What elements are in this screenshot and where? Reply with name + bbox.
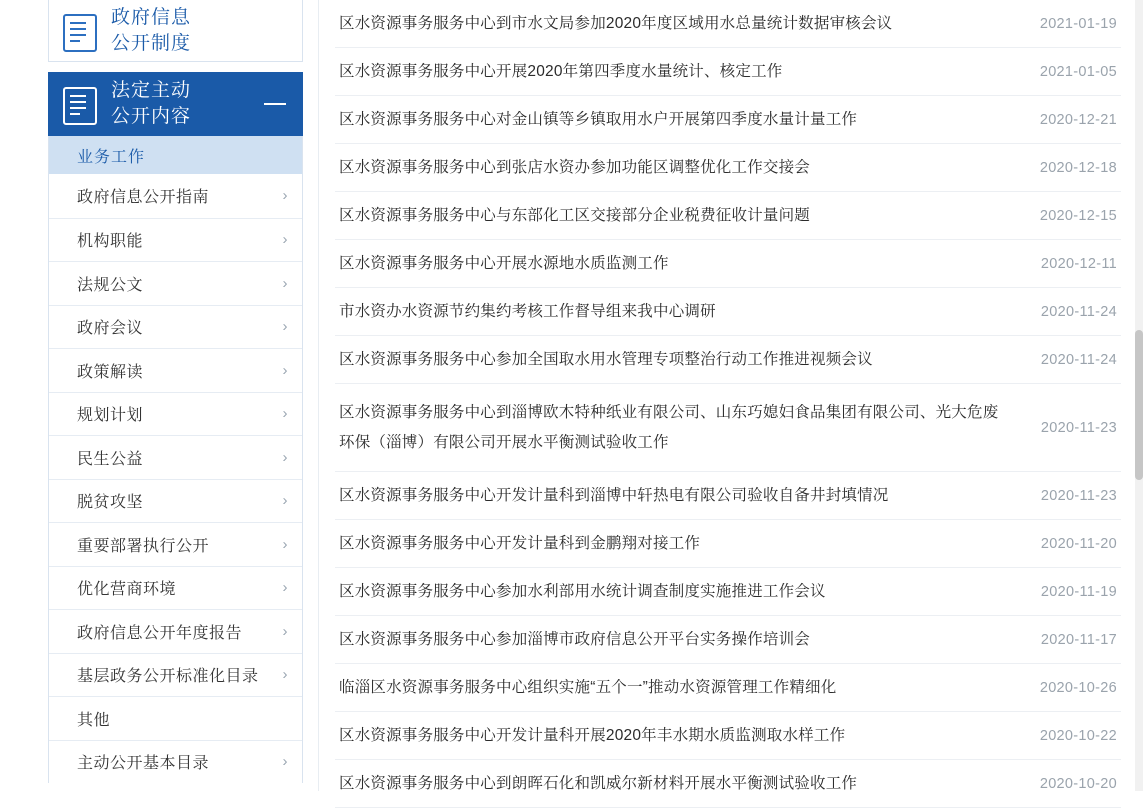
chevron-right-icon: ›	[282, 187, 288, 205]
news-date: 2020-12-11	[1040, 255, 1117, 272]
sidebar-item-label: 脱贫攻坚	[77, 494, 144, 512]
news-date: 2020-11-24	[1040, 303, 1117, 320]
chevron-right-icon: ›	[282, 405, 288, 423]
sidebar-item-key-deployment-disclosure[interactable]	[49, 522, 302, 566]
news-date: 2020-11-20	[1040, 535, 1117, 552]
chevron-right-icon: ›	[282, 274, 288, 292]
chevron-right-icon: ›	[282, 231, 288, 249]
news-title[interactable]: 区水资源事务服务中心参加水利部用水统计调查制度实施推进工作会议	[339, 582, 826, 600]
news-title[interactable]: 区水资源事务服务中心开展水源地水质监测工作	[339, 254, 669, 272]
news-title[interactable]: 区水资源事务服务中心开展2020年第四季度水量统计、核定工作	[339, 62, 783, 80]
news-date: 2020-11-19	[1040, 583, 1117, 600]
list-item[interactable]	[335, 192, 1121, 240]
sidebar-item-label: 优化营商环境	[77, 581, 177, 599]
sidebar-item-label: 政府会议	[77, 320, 144, 338]
news-date: 2020-11-17	[1040, 631, 1117, 648]
sidebar-item-grassroots-standard-catalog[interactable]	[49, 653, 302, 697]
sidebar-card-title-active	[111, 78, 191, 130]
sidebar-item-label: 政策解读	[77, 363, 144, 381]
sidebar-item-label: 业务工作	[77, 148, 146, 166]
news-date: 2020-12-18	[1039, 159, 1117, 176]
list-item[interactable]	[335, 0, 1121, 48]
sidebar	[0, 0, 318, 791]
chevron-right-icon: ›	[282, 448, 288, 466]
chevron-right-icon: ›	[282, 753, 288, 771]
list-item[interactable]	[335, 568, 1121, 616]
list-item[interactable]	[335, 384, 1121, 472]
sidebar-item-label: 基层政务公开标准化目录	[77, 668, 259, 686]
sidebar-item-label: 机构职能	[77, 233, 144, 251]
card-title-line2: 公开内容	[111, 105, 192, 127]
news-title[interactable]: 区水资源事务服务中心对金山镇等乡镇取用水户开展第四季度水量计量工作	[339, 110, 858, 128]
sidebar-item-livelihood-public-welfare[interactable]	[49, 435, 302, 479]
news-title[interactable]: 区水资源事务服务中心参加淄博市政府信息公开平台实务操作培训会	[339, 630, 811, 648]
news-title[interactable]: 区水资源事务服务中心开发计量科到淄博中轩热电有限公司验收自备井封填情况	[339, 486, 889, 504]
sidebar-nav-list	[48, 174, 303, 783]
card-title-line1: 法定主动	[111, 79, 192, 101]
news-date: 2020-10-26	[1039, 679, 1117, 696]
sidebar-card-info-disclosure-system[interactable]	[48, 0, 303, 62]
list-item[interactable]	[335, 616, 1121, 664]
news-panel	[318, 0, 1143, 791]
list-item[interactable]	[335, 144, 1121, 192]
sidebar-item-annual-report[interactable]	[49, 609, 302, 653]
news-title[interactable]: 区水资源事务服务中心到朗晖石化和凯威尔新材料开展水平衡测试验收工作	[339, 774, 858, 792]
news-title-line2: 环保（淄博）有限公司开展水平衡测试验收工作	[339, 433, 669, 451]
sidebar-item-label: 政府信息公开年度报告	[77, 624, 243, 642]
card-title-line1: 政府信息	[111, 6, 192, 28]
news-date: 2021-01-05	[1039, 63, 1117, 80]
list-item[interactable]	[335, 760, 1121, 808]
news-title[interactable]	[339, 398, 1025, 458]
news-date: 2020-10-22	[1039, 727, 1117, 744]
list-item[interactable]	[335, 472, 1121, 520]
sidebar-card-title	[111, 5, 191, 57]
sidebar-item-policy-interpretation[interactable]	[49, 348, 302, 392]
list-item[interactable]	[335, 288, 1121, 336]
sidebar-item-business-environment[interactable]	[49, 566, 302, 610]
news-title-line1: 区水资源事务服务中心到淄博欧木特种纸业有限公司、山东巧媳妇食品集团有限公司、光大危废	[339, 403, 999, 421]
list-item[interactable]	[335, 664, 1121, 712]
news-title[interactable]: 临淄区水资源事务服务中心组织实施“五个一”推动水资源管理工作精细化	[339, 678, 837, 696]
list-item[interactable]	[335, 96, 1121, 144]
list-item[interactable]	[335, 336, 1121, 384]
sidebar-item-label: 重要部署执行公开	[77, 537, 210, 555]
news-date: 2020-10-20	[1039, 775, 1117, 792]
sidebar-item-government-meetings[interactable]	[49, 305, 302, 349]
page-scrollbar[interactable]	[1135, 0, 1143, 791]
news-date: 2020-11-24	[1040, 351, 1117, 368]
sidebar-item-organization-functions[interactable]	[49, 218, 302, 262]
news-date: 2020-12-15	[1039, 207, 1117, 224]
card-title-line2: 公开制度	[111, 32, 192, 54]
news-title[interactable]: 区水资源事务服务中心开发计量科到金鹏翔对接工作	[339, 534, 701, 552]
sidebar-item-other[interactable]	[49, 696, 302, 740]
chevron-right-icon: ›	[282, 535, 288, 553]
chevron-right-icon: ›	[282, 361, 288, 379]
news-date: 2020-12-21	[1039, 111, 1117, 128]
sidebar-item-planning[interactable]	[49, 392, 302, 436]
chevron-right-icon: ›	[282, 579, 288, 597]
scrollbar-thumb[interactable]	[1135, 330, 1143, 480]
chevron-right-icon: ›	[282, 492, 288, 510]
sidebar-item-label: 其他	[77, 711, 111, 729]
chevron-right-icon: ›	[282, 318, 288, 336]
news-title[interactable]: 区水资源事务服务中心到市水文局参加2020年度区域用水总量统计数据审核会议	[339, 14, 893, 32]
sidebar-card-statutory-proactive-disclosure[interactable]	[48, 72, 303, 136]
news-title[interactable]: 区水资源事务服务中心参加全国取水用水管理专项整治行动工作推进视频会议	[339, 350, 873, 368]
clipboard-pen-icon	[63, 85, 97, 123]
news-title[interactable]: 区水资源事务服务中心到张店水资办参加功能区调整优化工作交接会	[339, 158, 811, 176]
sidebar-inner	[48, 0, 303, 783]
list-item[interactable]	[335, 520, 1121, 568]
list-item[interactable]	[335, 48, 1121, 96]
news-date: 2020-11-23	[1040, 487, 1117, 504]
sidebar-item-label: 政府信息公开指南	[77, 189, 210, 207]
news-title[interactable]: 区水资源事务服务中心与东部化工区交接部分企业税费征收计量问题	[339, 206, 811, 224]
sidebar-item-info-disclosure-guide[interactable]	[49, 174, 302, 218]
news-title[interactable]: 区水资源事务服务中心开发计量科开展2020年丰水期水质监测取水样工作	[339, 726, 846, 744]
minus-icon[interactable]	[264, 103, 286, 105]
sidebar-item-regulations-documents[interactable]	[49, 261, 302, 305]
chevron-right-icon: ›	[282, 666, 288, 684]
list-item[interactable]	[335, 712, 1121, 760]
news-date: 2021-01-19	[1039, 15, 1117, 32]
sidebar-item-basic-disclosure-catalog[interactable]	[49, 740, 302, 784]
sidebar-item-label: 法规公文	[77, 276, 144, 294]
sidebar-item-label: 主动公开基本目录	[77, 755, 210, 773]
sidebar-item-label: 规划计划	[77, 407, 144, 425]
chevron-right-icon: ›	[282, 622, 288, 640]
list-item[interactable]	[335, 240, 1121, 288]
news-list	[319, 0, 1143, 808]
sidebar-item-label: 民生公益	[77, 450, 144, 468]
sidebar-item-poverty-alleviation[interactable]	[49, 479, 302, 523]
sidebar-item-business-work[interactable]	[48, 136, 303, 174]
news-title[interactable]: 市水资办水资源节约集约考核工作督导组来我中心调研	[339, 302, 716, 320]
document-icon	[63, 12, 97, 50]
news-date: 2020-11-23	[1040, 419, 1117, 436]
